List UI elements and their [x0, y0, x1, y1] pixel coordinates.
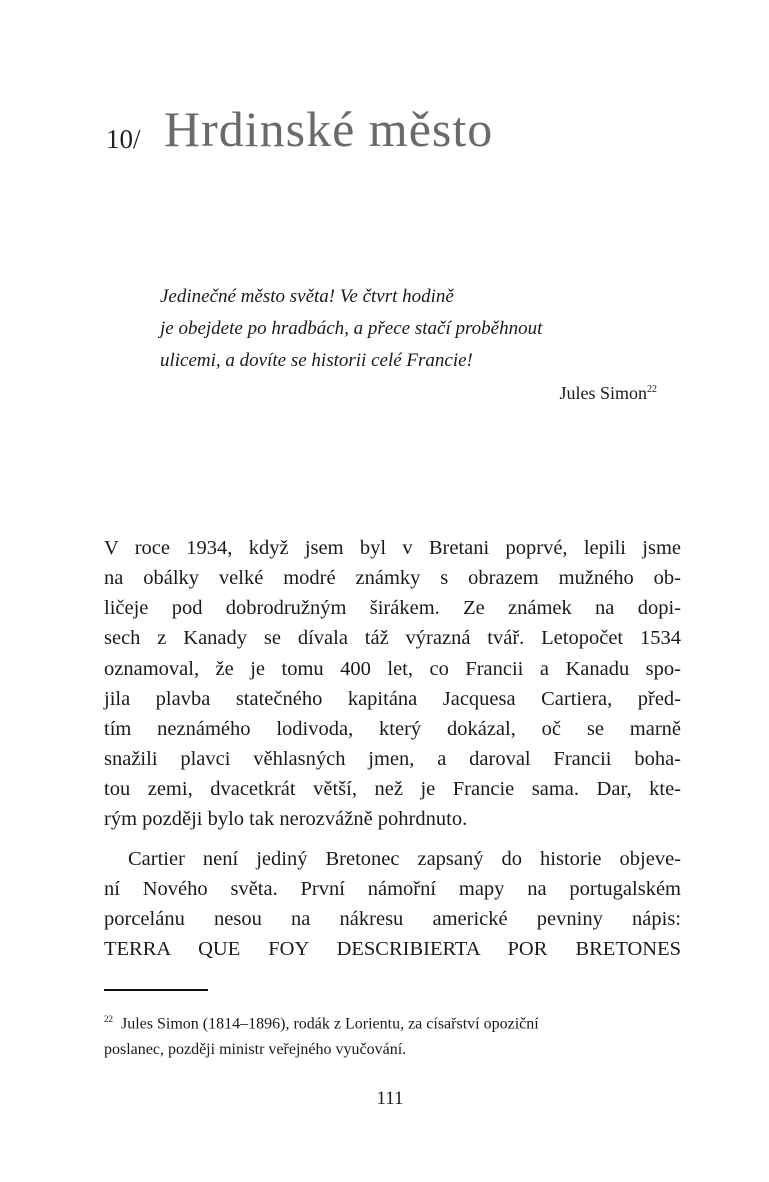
body-line: na obálky velké modré známky s obrazem mužného ob- [104, 567, 681, 589]
body-line: ličeje pod dobrodružným širákem. Ze známek na dopi- [104, 597, 681, 619]
footnote-text: Jules Simon (1814–1896), rodák z Lorientu, za císařství opoziční [121, 1015, 539, 1033]
body-line: rým později bylo tak nerozvážně pohrdnuto. [104, 808, 468, 830]
body-line: oznamoval, že je tomu 400 let, co Francii a Kanadu spo- [104, 658, 681, 680]
footnote-line: poslanec, později ministr veřejného vyučování. [104, 1041, 407, 1058]
page-number: 111 [376, 1088, 404, 1109]
body-line: snažili plavci věhlasných jmen, a daroval Francii boha- [104, 748, 681, 770]
body-line: tou zemi, dvacetkrát větší, než je Francie sama. Dar, kte- [104, 778, 681, 800]
footnote-number: 22 [104, 1014, 113, 1024]
body-line: porcelánu nesou na nákresu americké pevniny nápis: [104, 908, 681, 930]
chapter-number: 10/ [106, 124, 141, 154]
footnote-ref: 22 [647, 384, 657, 395]
body-line: jila plavba statečného kapitána Jacquesa Cartiera, před- [104, 688, 681, 710]
body-line: sech z Kanady se dívala táž výrazná tvář. Letopočet 1534 [104, 627, 681, 649]
body-line: Cartier není jediný Bretonec zapsaný do historie objeve- [128, 848, 681, 870]
footnote-rule [104, 989, 208, 991]
epigraph-line: ulicemi, a dovíte se historii celé Francie! [160, 350, 473, 371]
body-line: tím neznámého lodivoda, který dokázal, oč se marně [104, 718, 681, 740]
body-line: TERRA QUE FOY DESCRIBIERTA POR BRETONES [104, 938, 681, 960]
epigraph-author [559, 383, 657, 404]
chapter-title: Hrdinské město [164, 101, 494, 157]
author-name: Jules Simon [559, 383, 647, 403]
epigraph-line: Jedinečné město světa! Ve čtvrt hodině [160, 286, 454, 307]
body-line: V roce 1934, když jsem byl v Bretani poprvé, lepili jsme [104, 537, 681, 559]
body-line: ní Nového světa. První námořní mapy na portugalském [104, 878, 681, 900]
epigraph-line: je obejdete po hradbách, a přece stačí proběhnout [160, 318, 543, 339]
footnote-line [104, 1014, 539, 1033]
